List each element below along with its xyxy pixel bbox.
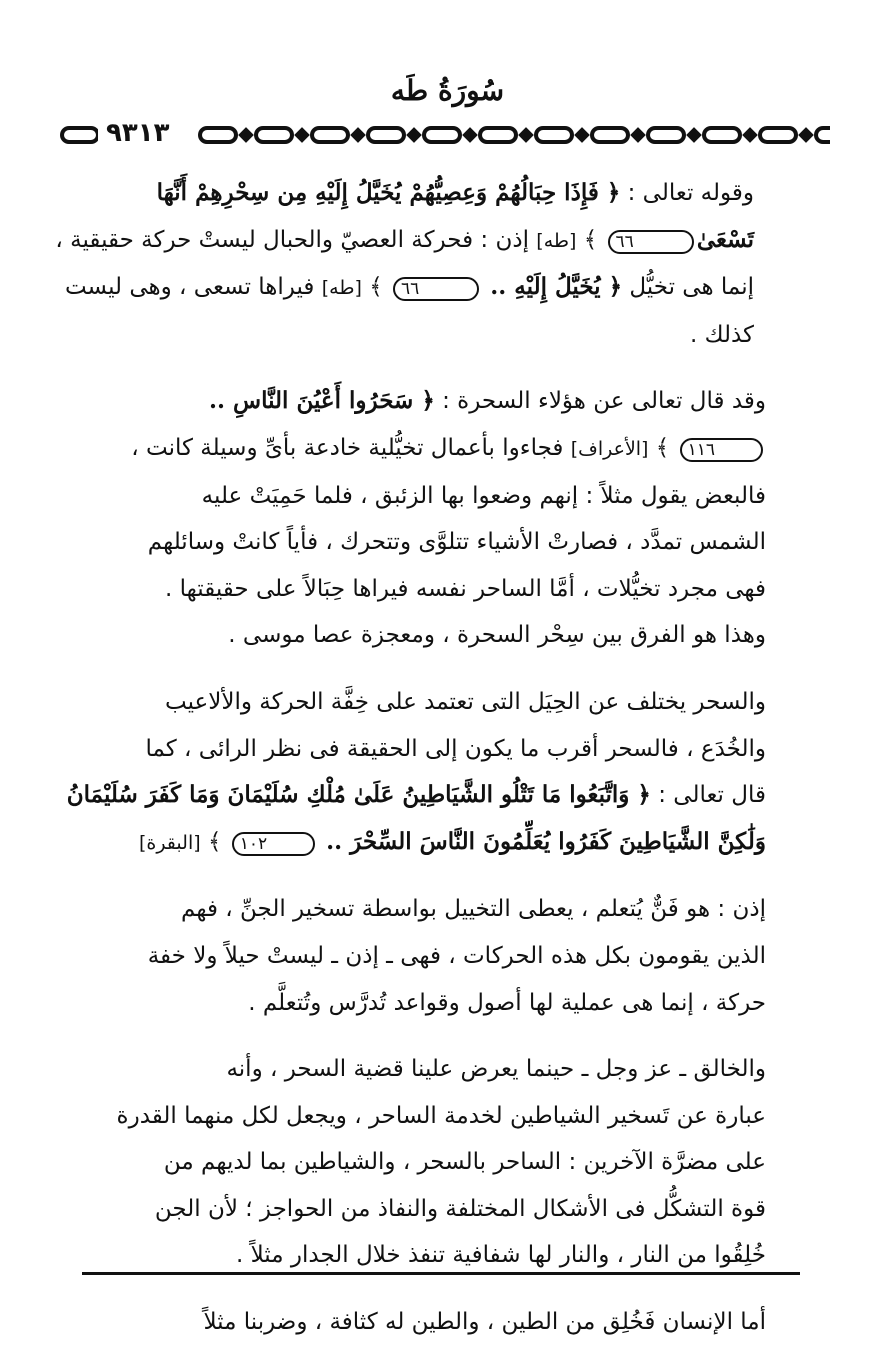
paragraph [55, 170, 806, 358]
body-text: ﴾ [576, 226, 605, 253]
text-line [78, 170, 806, 217]
body-text: الذين يقومون بكل هذه الحركات ، فهى ـ إذن ـ ليستْ حيلاً ولا خفة [147, 942, 766, 969]
text-line [78, 886, 806, 933]
footer-rule [82, 1272, 800, 1275]
text-line [78, 566, 806, 613]
body-text: فهى مجرد تخيُّلات ، أمَّا الساحر نفسه فيراها حِبَالاً على حقيقتها . [165, 575, 766, 602]
text-line [78, 312, 806, 359]
body-text: فالبعض يقول مثلاً : إنهم وضعوا بها الزئبق ، فلما حَمِيَتْ عليه [201, 482, 766, 509]
ayah-number-badge: ١٠٢ [232, 832, 315, 856]
body-text: إذن : هو فَنٌّ يُتعلم ، يعطى التخييل بواسطة تسخير الجنِّ ، فهم [181, 896, 766, 923]
text-line [78, 819, 806, 867]
body-text: على مضرَّة الآخرين : الساحر بالسحر ، والشياطين بما لديهم من [163, 1149, 766, 1176]
body-text: إنما هى تخيُّل [622, 274, 754, 301]
text-line [78, 612, 806, 659]
body-text: وقد قال تعالى عن هؤلاء السحرة : [434, 388, 766, 415]
paragraph [78, 1299, 806, 1346]
body-text: قال تعالى : [650, 782, 766, 809]
body-text: ﴾ [200, 828, 229, 855]
text-line [64, 264, 806, 312]
body-text: ﴾ [361, 274, 390, 301]
page-body-text [55, 170, 806, 1366]
text-line [78, 519, 806, 566]
body-text: ﴾ [648, 434, 677, 461]
text-line [78, 378, 806, 425]
quran-verse: وَلَٰكِنَّ الشَّيَاطِينَ كَفَرُوا يُعَلِّمُونَ النَّاسَ السِّحْرَ .. [318, 827, 766, 855]
quran-verse: ﴿ يُخَيَّلُ إِلَيْهِ .. [482, 273, 623, 301]
text-line [66, 772, 806, 819]
text-line [78, 980, 806, 1027]
body-text: كذلك . [689, 321, 754, 348]
ayah-number-badge: ١١٦ [680, 438, 763, 462]
text-line [78, 933, 806, 980]
paragraph [66, 679, 806, 866]
paragraph [78, 378, 806, 659]
paragraph [78, 886, 806, 1026]
text-line [78, 726, 806, 773]
surah-title: سُورَةُ طَه [390, 74, 505, 107]
text-line [78, 1046, 806, 1093]
text-line [78, 473, 806, 520]
text-line [78, 1186, 806, 1233]
text-line [78, 1139, 806, 1186]
body-text: والخُدَع ، فالسحر أقرب ما يكون إلى الحقيقة فى نظر الرائى ، كما [145, 735, 766, 762]
ayah-number-badge: ٦٦ [393, 277, 479, 301]
surah-reference: [البقرة] [138, 831, 201, 854]
quran-verse: ﴿ فَإِذَا حِبَالُهُمْ وَعِصِيُّهُمْ يُخَيَّلُ إِلَيْهِ مِن سِحْرِهِمْ أَنَّهَا [156, 179, 621, 206]
text-line [78, 679, 806, 726]
body-text: الشمس تمدَّد ، فصارتْ الأشياء تتلوَّى وتتحرك ، فأياً كانتْ وسائلهم [147, 529, 766, 556]
ayah-number-badge: ٦٦ [608, 230, 694, 254]
text-line [55, 217, 806, 265]
quran-verse: ﴿ سَحَرُوا أَعْيُنَ النَّاسِ .. [209, 387, 435, 415]
body-text: حركة ، إنما هى عملية لها أصول وقواعد تُدرَّس وتُتعلَّم . [248, 989, 766, 1016]
text-line [78, 1299, 806, 1346]
body-text: وهذا هو الفرق بين سِحْر السحرة ، ومعجزة عصا موسى . [228, 622, 766, 649]
quran-verse: تَسْعَىٰ [696, 225, 754, 253]
surah-reference: [طه] [536, 229, 577, 252]
body-text: والخالق ـ عز وجل ـ حينما يعرض علينا قضية السحر ، وأنه [226, 1056, 766, 1083]
surah-reference: [الأعراف] [570, 437, 649, 460]
body-text: والسحر يختلف عن الحِيَل التى تعتمد على خِفَّة الحركة والألاعيب [164, 688, 766, 715]
page-number: ٩٣١٣ [98, 118, 177, 148]
body-text: خُلِقُوا من النار ، والنار لها شفافية تنفذ خلال الجدار مثلاً . [235, 1242, 766, 1269]
body-text: قوة التشكُّل فى الأشكال المختلفة والنفاذ من الحواجز ؛ لأن الجن [154, 1195, 766, 1222]
body-text: فجاءوا بأعمال تخيُّلية خادعة بأىِّ وسيلة كانت ، [131, 434, 571, 461]
body-text: إذن : فحركة العصيّ والحبال ليستْ حركة حقيقية ، [55, 226, 537, 253]
text-line [78, 1093, 806, 1140]
body-text: فيراها تسعى ، وهى ليست [64, 274, 322, 301]
body-text: أما الإنسان فَخُلِق من الطين ، والطين له كثافة ، وضربنا مثلاً [203, 1309, 766, 1336]
text-line [78, 425, 806, 473]
body-text: وقوله تعالى : [620, 180, 754, 206]
paragraph [78, 1046, 806, 1279]
surah-reference: [طه] [321, 277, 362, 300]
body-text: عبارة عن تَسخير الشياطين لخدمة الساحر ، ويجعل لكل منهما القدرة [116, 1102, 766, 1129]
quran-verse: ﴿ وَاتَّبَعُوا مَا تَتْلُو الشَّيَاطِينُ عَلَىٰ مُلْكِ سُلَيْمَانَ وَمَا كَفَرَ سُلَيْمَانُ [66, 781, 651, 809]
